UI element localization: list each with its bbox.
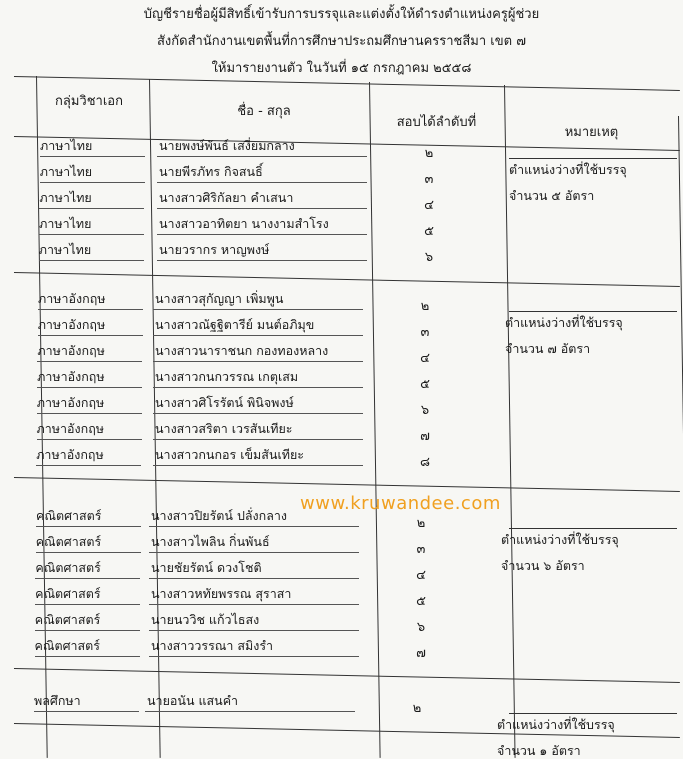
col-header-name: ชื่อ - สกุล: [237, 104, 291, 119]
name-cell: นางสาวสุกัญญา เพิ่มพูน: [155, 291, 284, 306]
subject-cell: คณิตศาสตร์: [34, 638, 100, 653]
subject-cell: ภาษาอังกฤษ: [36, 395, 105, 410]
rank-cell: ๗: [416, 646, 426, 661]
row-rule: [39, 208, 144, 209]
rank-cell: ๖: [420, 403, 430, 418]
row-rule: [39, 234, 144, 235]
col-header-subject: กลุ่มวิชาเอก: [55, 94, 123, 109]
row-rule: [153, 335, 363, 336]
note-col-border: [504, 85, 516, 758]
note-rule: [509, 713, 677, 714]
col-header-rank: สอบได้ลำดับที่: [396, 115, 477, 130]
rank-cell: ๒: [412, 701, 422, 716]
rank-cell: ๓: [420, 325, 430, 340]
subject-cell: คณิตศาสตร์: [35, 560, 101, 575]
rank-cell: ๒: [420, 299, 430, 314]
note-vacancy-label: ตำแหน่งว่างที่ใช้บรรจุ: [497, 717, 615, 732]
row-rule: [149, 552, 359, 553]
subject-cell: ภาษาไทย: [38, 242, 92, 257]
row-rule: [149, 604, 359, 605]
table-top-border: [14, 76, 680, 91]
rank-cell: ๕: [424, 224, 434, 239]
row-rule: [40, 156, 145, 157]
row-rule: [37, 387, 142, 388]
name-cell: นางสาวปิยรัตน์ ปลั่งกลาง: [151, 508, 287, 523]
row-rule: [39, 260, 144, 261]
table-right-border: [678, 116, 683, 758]
name-cell: นายอนัน แสนคำ: [147, 693, 239, 708]
row-rule: [38, 335, 143, 336]
group-separator: [14, 477, 680, 492]
row-rule: [157, 182, 367, 183]
row-rule: [157, 156, 367, 157]
subject-cell: ภาษาอังกฤษ: [37, 343, 105, 358]
name-cell: นายพงษ์พันธ์ เสงี่ยมกลาง: [159, 138, 295, 153]
rank-cell: ๕: [420, 377, 430, 392]
name-cell: นางสาวนาราชนก กองทองหลาง: [155, 343, 329, 358]
row-rule: [149, 656, 359, 657]
rank-cell: ๖: [424, 250, 434, 265]
subject-cell: ภาษาอังกฤษ: [36, 421, 105, 436]
name-cell: นางสาวศิโรรัตน์ พินิจพงษ์: [155, 395, 294, 410]
name-cell: นายนววิช แก้วไธสง: [151, 612, 260, 627]
name-cell: นางสาวศิริกัลยา คำเสนา: [159, 190, 294, 205]
note-vacancy-count: จำนวน ๖ อัตรา: [501, 558, 585, 573]
group-separator: [14, 668, 680, 683]
row-rule: [153, 361, 363, 362]
row-rule: [35, 656, 140, 657]
rank-cell: ๗: [420, 429, 430, 444]
name-cell: นางสาวกนกวรรณ เกตุเสม: [155, 369, 299, 384]
row-rule: [36, 465, 141, 466]
row-rule: [153, 413, 363, 414]
row-rule: [157, 208, 367, 209]
row-rule: [149, 578, 359, 579]
note-rule: [509, 528, 677, 529]
note-vacancy-label: ตำแหน่งว่างที่ใช้บรรจุ: [501, 532, 619, 547]
row-rule: [149, 526, 359, 527]
rank-cell: ๓: [424, 172, 434, 187]
rank-cell: ๒: [424, 146, 434, 161]
row-rule: [153, 439, 363, 440]
subject-cell: ภาษาไทย: [39, 216, 92, 231]
subject-cell: คณิตศาสตร์: [35, 586, 101, 601]
name-cell: นางสาวณัฐฐิตารีย์ มนต์อภิมุข: [155, 317, 315, 332]
candidate-table: [14, 76, 680, 758]
note-vacancy-label: ตำแหน่งว่างที่ใช้บรรจุ: [505, 315, 623, 330]
note-vacancy-label: ตำแหน่งว่างที่ใช้บรรจุ: [509, 162, 627, 177]
name-cell: นายวรากร หาญพงษ์: [159, 242, 270, 257]
subject-cell: คณิตศาสตร์: [36, 508, 102, 523]
note-vacancy-count: จำนวน ๑ อัตรา: [497, 743, 581, 758]
row-rule: [37, 439, 142, 440]
row-rule: [34, 711, 139, 712]
name-cell: นายพีรภัทร กิจสนธิ์: [159, 164, 263, 179]
row-rule: [35, 578, 140, 579]
rank-cell: ๔: [420, 351, 430, 366]
subject-cell: ภาษาไทย: [39, 190, 92, 205]
name-cell: นางสาวหทัยพรรณ สุราสา: [151, 586, 292, 601]
row-rule: [36, 526, 141, 527]
rank-cell: ๕: [416, 594, 426, 609]
name-cell: นางสาวกนกอร เข็มสันเทียะ: [155, 447, 304, 462]
subject-cell: คณิตศาสตร์: [34, 612, 101, 627]
watermark-text: www.kruwandee.com: [300, 493, 501, 514]
name-cell: นายชัยรัตน์ ดวงโชติ: [151, 560, 262, 575]
subject-cell: ภาษาอังกฤษ: [37, 369, 105, 384]
row-rule: [35, 630, 140, 631]
rank-cell: ๓: [416, 542, 426, 557]
rank-cell: ๖: [416, 620, 426, 635]
rank-cell: ๘: [419, 455, 431, 470]
subject-cell: ภาษาอังกฤษ: [36, 447, 104, 462]
row-rule: [37, 361, 142, 362]
name-cell: นางสาววรรณา สมิงรำ: [151, 638, 274, 653]
subject-cell: ภาษาไทย: [39, 164, 93, 179]
subject-cell: ภาษาอังกฤษ: [38, 291, 106, 306]
rank-cell: ๔: [416, 568, 426, 583]
col-header-note: หมายเหตุ: [564, 125, 619, 140]
row-rule: [35, 604, 140, 605]
name-cell: นางสาวอาทิตยา นางงามสำโรง: [159, 216, 329, 231]
group-separator: [14, 272, 680, 287]
row-rule: [157, 260, 367, 261]
row-rule: [153, 465, 363, 466]
subject-cell: ภาษาอังกฤษ: [37, 317, 106, 332]
name-cell: นางสาวไพลิน กิ่นพันธ์: [151, 534, 270, 549]
note-vacancy-count: จำนวน ๗ อัตรา: [505, 341, 591, 356]
name-cell: นางสาวสริตา เวรสันเทียะ: [155, 421, 293, 436]
doc-title-line1: บัญชีรายชื่อผู้มีสิทธิ์เข้ารับการบรรจุและแต่งตั้งให้ดำรงตำแหน่งครูผู้ช่วย: [143, 7, 540, 22]
subject-cell: ภาษาไทย: [40, 138, 93, 153]
note-rule: [509, 158, 677, 159]
rank-col-border: [369, 82, 381, 758]
rank-cell: ๔: [424, 198, 434, 213]
row-rule: [157, 234, 367, 235]
row-rule: [153, 387, 363, 388]
row-rule: [145, 711, 355, 712]
doc-title-line3: ให้มารายงานตัว ในวันที่ ๑๕ กรกฎาคม ๒๕๕๘: [211, 61, 472, 76]
note-vacancy-count: จำนวน ๕ อัตรา: [509, 188, 595, 203]
row-rule: [36, 552, 141, 553]
subject-cell: พลศึกษา: [34, 693, 81, 708]
row-rule: [40, 182, 145, 183]
row-rule: [37, 413, 142, 414]
subject-cell: คณิตศาสตร์: [35, 534, 102, 549]
row-rule: [38, 309, 143, 310]
doc-title-line2: สังกัดสำนักงานเขตพื้นที่การศึกษาประถมศึกษานครราชสีมา เขต ๗: [156, 34, 526, 49]
rank-cell: ๒: [416, 516, 426, 531]
row-rule: [149, 630, 359, 631]
note-rule: [509, 311, 677, 312]
row-rule: [153, 309, 363, 310]
